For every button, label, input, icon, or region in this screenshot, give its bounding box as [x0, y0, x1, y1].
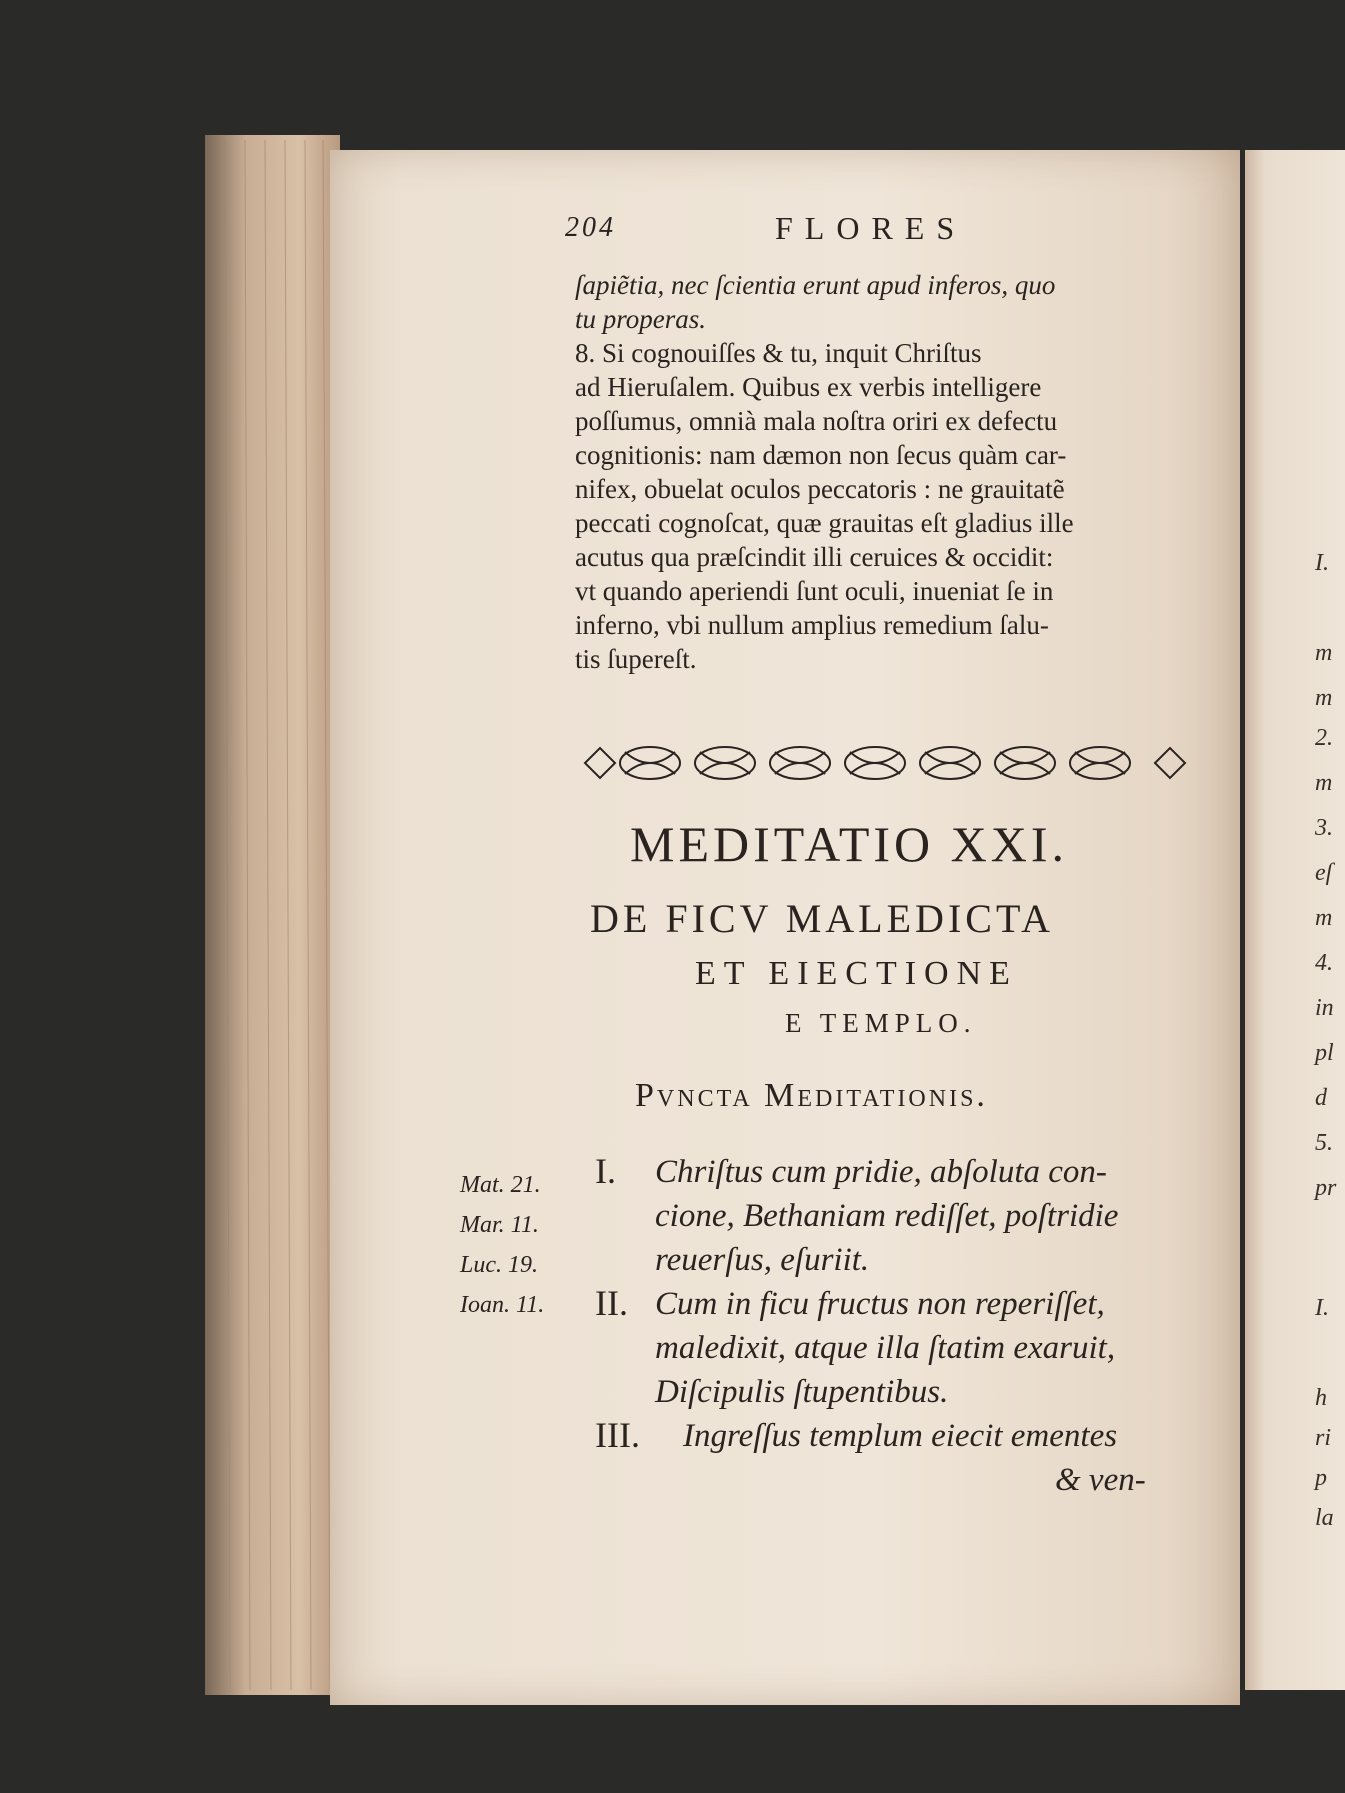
body-line: 8. Si cognouiſſes & tu, inquit Chriſtus — [575, 338, 982, 368]
right-page-fragment: I. — [1315, 1295, 1329, 1321]
punctum-line: & ven- — [1055, 1462, 1146, 1498]
right-page-fragment: m — [1315, 770, 1333, 796]
body-line: vt quando aperiendi ſunt oculi, inueniat ſe in — [575, 576, 1054, 606]
right-page-fragment: m — [1315, 640, 1333, 666]
punctum-line: maledixit, atque illa ſtatim exaruit, — [655, 1330, 1116, 1366]
body-line: tu properas. — [575, 304, 707, 334]
punctum-line: reuerſus, eſuriit. — [655, 1242, 870, 1278]
body-text — [575, 268, 1175, 676]
punctum-line: cione, Bethaniam rediſſet, poſtridie — [655, 1198, 1119, 1234]
body-line: ad Hieruſalem. Quibus ex verbis intelligere — [575, 372, 1042, 402]
right-page-fragment: m — [1315, 685, 1333, 711]
title-line-3: E TEMPLO. — [785, 1008, 977, 1038]
right-page-fragment: d — [1315, 1085, 1327, 1111]
right-page-fragment: pr — [1315, 1175, 1337, 1201]
body-line: acutus qua præſcindit illi ceruices & occidit: — [575, 542, 1054, 572]
right-page-fragment: 2. — [1315, 725, 1333, 751]
body-line: nifex, obuelat oculos peccatoris : ne grauitatẽ — [575, 474, 1065, 504]
ornamental-divider — [580, 740, 1190, 786]
punctum-item — [595, 1282, 1215, 1414]
right-page-fragment: eſ — [1315, 860, 1333, 886]
punctum-line: Ingreſſus templum eiecit ementes — [683, 1418, 1118, 1454]
margin-note: Ioan. 11. — [460, 1292, 545, 1318]
meditation-heading: MEDITATIO XXI. — [630, 816, 1069, 872]
page-number: 204 — [565, 212, 616, 243]
right-page-fragment: la — [1315, 1505, 1334, 1531]
body-line: inferno, vbi nullum amplius remedium ſalu- — [575, 610, 1049, 640]
running-title: FLORES — [775, 210, 967, 246]
body-line: ſapiẽtia, nec ſcientia erunt apud inferos, quo — [575, 270, 1056, 300]
right-page-fragment: 3. — [1315, 815, 1333, 841]
punctum-number: II. — [595, 1283, 628, 1323]
right-page-fragment: in — [1315, 995, 1334, 1021]
right-page-fragment: p — [1315, 1465, 1327, 1491]
page-edges — [205, 125, 345, 1705]
punctum-number: I. — [595, 1151, 616, 1191]
body-line: cognitionis: nam dæmon non ſecus quàm car- — [575, 440, 1067, 470]
punctum-item — [595, 1150, 1215, 1282]
puncta-list — [595, 1150, 1215, 1502]
right-page-fragment: 4. — [1315, 950, 1333, 976]
puncta-heading: Pvncta Meditationis. — [635, 1077, 988, 1114]
margin-note: Mat. 21. — [460, 1172, 541, 1198]
title-line-2: ET EIECTIONE — [695, 955, 1018, 992]
body-line: tis ſupereſt. — [575, 644, 697, 674]
running-head — [565, 210, 1035, 250]
right-page-fragment: h — [1315, 1385, 1327, 1411]
right-page-fragment: I. — [1315, 550, 1329, 576]
body-line: peccati cognoſcat, quæ grauitas eſt gladius ille — [575, 508, 1074, 538]
right-page-fragment: ri — [1315, 1425, 1332, 1451]
body-line: poſſumus, omnià mala noſtra oriri ex defectu — [575, 406, 1058, 436]
margin-note: Mar. 11. — [460, 1212, 539, 1238]
right-page-fragment: 5. — [1315, 1130, 1333, 1156]
punctum-line: Chriſtus cum pridie, abſoluta con- — [655, 1154, 1107, 1190]
margin-note: Luc. 19. — [460, 1252, 538, 1278]
margin-references — [460, 1165, 544, 1325]
title-line-1: DE FICV MALEDICTA — [590, 896, 1055, 941]
right-page-edge — [1245, 150, 1345, 1690]
right-page-fragment: pl — [1315, 1040, 1334, 1066]
punctum-item — [595, 1414, 1215, 1502]
punctum-number: III. — [595, 1415, 640, 1455]
right-page-fragment: m — [1315, 905, 1333, 931]
punctum-line: Cum in ficu fructus non reperiſſet, — [655, 1286, 1105, 1322]
punctum-line: Diſcipulis ſtupentibus. — [655, 1374, 949, 1410]
